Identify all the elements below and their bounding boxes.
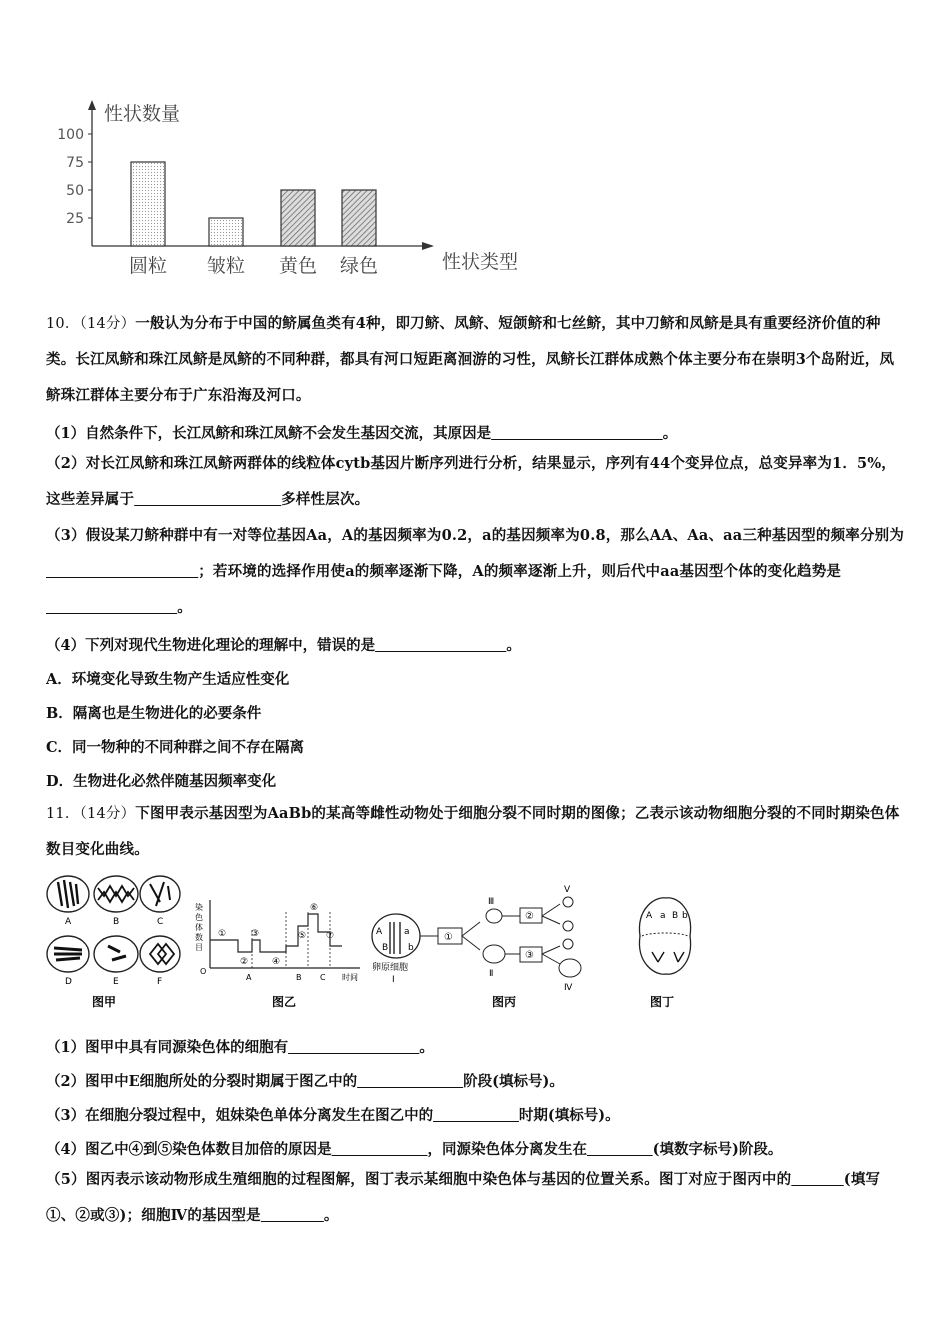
- q11-part3-text: （3）在细胞分裂过程中，姐妹染色单体分离发生在图乙中的: [46, 1107, 434, 1124]
- q10-part2: [46, 446, 908, 518]
- ding-gene-b-upper: B: [672, 911, 679, 921]
- answer-blank[interactable]: [46, 599, 177, 616]
- figure-ding-caption: 图丁: [650, 995, 675, 1009]
- x-tick-label-2: 皱粒: [206, 255, 246, 277]
- q11-part3-end: 时期(填标号)。: [518, 1107, 620, 1124]
- bing-gene-b-lower: b: [408, 943, 414, 953]
- option-c: C．同一物种的不同种群之间不存在隔离: [46, 739, 305, 756]
- q10-part3: [46, 518, 908, 626]
- bing-roman-2: Ⅱ: [489, 969, 494, 979]
- x-axis-label: 性状类型: [442, 251, 519, 273]
- cell-d: [47, 936, 89, 972]
- yi-stage-2: ②: [240, 957, 249, 967]
- bing-gene-a-upper: A: [376, 927, 383, 937]
- answer-blank[interactable]: [261, 1207, 324, 1224]
- x-tick-label-4: 绿色: [339, 255, 379, 277]
- y-tick-label: 100: [57, 127, 84, 143]
- yi-stage-5: ⑤: [298, 931, 307, 941]
- yi-stage-1: ①: [218, 929, 227, 939]
- cell-f: [140, 936, 180, 972]
- cell-label-a: A: [65, 917, 72, 927]
- q11-score: （14分）: [79, 806, 136, 822]
- bing-roman-4: Ⅳ: [564, 983, 573, 993]
- yi-xtick-b: B: [296, 973, 302, 982]
- q11-part3: [46, 1104, 916, 1125]
- q11-part4-text: （4）图乙中④到⑤染色体数目加倍的原因是: [46, 1141, 332, 1158]
- bar-1: [131, 162, 165, 246]
- cell-a: [47, 876, 89, 912]
- option-d: D．生物进化必然伴随基因频率变化: [46, 773, 277, 790]
- q10-part1-text: （1）自然条件下，长江凤鲚和珠江凤鲚不会发生基因交流，其原因是: [46, 425, 492, 442]
- q10-part3-text: （3）假设某刀鲚种群中有一对等位基因Aa，A的基因频率为0.2，a的基因频率为0.8，那么AA、Aa、aa三种基因型的频率分别为: [46, 527, 905, 544]
- option-b: B．隔离也是生物进化的必要条件: [46, 705, 262, 722]
- figure-jia-caption: 图甲: [92, 995, 117, 1009]
- yi-ylabel-2: 色: [195, 913, 203, 922]
- ding-gene-a-upper: A: [646, 911, 653, 921]
- cell-label-b: B: [113, 917, 120, 927]
- option-a: A．环境变化导致生物产生适应性变化: [46, 671, 290, 688]
- q10-number: 10．: [46, 316, 80, 332]
- q11-part1-end: 。: [419, 1039, 434, 1056]
- bars: [131, 162, 376, 246]
- q11-part5-text: （5）图丙表示该动物形成生殖细胞的过程图解，图丁表示某细胞中染色体与基因的位置关系。图丁对应于图丙中的: [46, 1171, 792, 1188]
- q11-part5-end: 。: [323, 1207, 339, 1224]
- yi-xtick-c: C: [320, 973, 326, 982]
- q11-part4-end: (填数字标号)阶段。: [652, 1141, 783, 1158]
- cell-label-c: C: [157, 917, 164, 927]
- bing-step-2: ②: [525, 911, 534, 922]
- yi-ylabel-4: 数: [195, 933, 203, 942]
- bar-3: [281, 190, 315, 246]
- q11-intro: [46, 796, 908, 868]
- q11-part5: [46, 1162, 908, 1234]
- q11-part4-text2: ，同源染色体分离发生在: [427, 1141, 588, 1158]
- bing-gene-a-lower: a: [404, 927, 410, 937]
- yi-ylabel-1: 染: [195, 903, 203, 912]
- dividing-cell: [639, 898, 690, 974]
- y-tick-label: 25: [66, 211, 84, 227]
- cell-division-figures: [46, 872, 706, 1012]
- answer-blank[interactable]: [375, 637, 506, 654]
- yi-stage-6: ⑥: [310, 903, 319, 913]
- cell-label-d: D: [65, 977, 72, 987]
- x-tick-labels: [129, 255, 378, 277]
- oogonium-label: 卵原细胞: [372, 963, 409, 973]
- cell-b: [94, 876, 138, 912]
- yi-stage-4: ④: [272, 957, 281, 967]
- bing-gene-b-upper: B: [382, 943, 389, 953]
- q11-part1: [46, 1036, 916, 1057]
- x-tick-label-3: 黄色: [278, 255, 318, 277]
- answer-blank[interactable]: [332, 1141, 428, 1158]
- q10-part3-end: 。: [177, 599, 192, 616]
- bing-roman-1: Ⅰ: [392, 975, 395, 985]
- q10-intro: [46, 306, 908, 414]
- y-tick-label: 50: [66, 183, 84, 199]
- answer-blank[interactable]: [288, 1039, 419, 1056]
- answer-blank[interactable]: [134, 491, 281, 508]
- yi-stage-3: ③: [251, 929, 260, 939]
- answer-blank[interactable]: [587, 1141, 653, 1158]
- figure-bing: [372, 885, 581, 1009]
- yi-ylabel-5: 目: [195, 943, 203, 952]
- y-axis: [88, 100, 96, 246]
- q11-part5-text2: (填写①、②或③)；细胞Ⅳ的基因型是: [46, 1171, 881, 1224]
- chromosome-curve: [210, 914, 342, 952]
- bar-4: [342, 190, 376, 246]
- q11-part4: [46, 1138, 916, 1159]
- figure-bing-caption: 图丙: [492, 995, 517, 1009]
- figure-jia: [47, 876, 180, 1009]
- answer-blank[interactable]: [357, 1073, 463, 1090]
- answer-blank[interactable]: [791, 1171, 843, 1188]
- y-axis-label: 性状数量: [104, 103, 181, 125]
- q10-part3-text2: ；若环境的选择作用使a的频率逐渐下降，A的频率逐渐上升，则后代中aa基因型个体的变化趋势是: [198, 563, 842, 580]
- figure-yi: [195, 900, 360, 1009]
- cell-label-f: F: [157, 977, 163, 987]
- q11-part2-text: （2）图甲中E细胞所处的分裂时期属于图乙中的: [46, 1073, 358, 1090]
- answer-blank[interactable]: [433, 1107, 519, 1124]
- yi-ylabel-3: 体: [195, 923, 203, 932]
- q10-score: （14分）: [79, 316, 136, 332]
- x-tick-label-1: 圆粒: [128, 255, 168, 277]
- y-ticks: [57, 127, 92, 227]
- bar-2: [209, 218, 243, 246]
- yi-stage-7: ⑦: [326, 931, 335, 941]
- bing-step-1: ①: [444, 932, 453, 943]
- q11-number: 11．: [46, 806, 80, 822]
- yi-origin: O: [200, 967, 207, 976]
- bing-roman-3: Ⅲ: [488, 897, 495, 907]
- answer-blank[interactable]: [491, 425, 663, 442]
- figure-yi-caption: 图乙: [272, 995, 297, 1009]
- q10-part4: [46, 634, 916, 655]
- yi-xtick-a: A: [246, 973, 252, 982]
- figure-ding: [639, 898, 690, 1009]
- cell-c: [140, 876, 180, 912]
- ding-gene-a-lower: a: [660, 911, 666, 921]
- q11-part2: [46, 1070, 916, 1091]
- answer-blank[interactable]: [46, 563, 198, 580]
- q10-part2-text: （2）对长江凤鲚和珠江凤鲚两群体的线粒体cytb基因片断序列进行分析，结果显示，序列有44个变异位点，总变异率为1．5%，这些差异属于: [46, 455, 897, 508]
- q10-part1-end: 。: [662, 425, 678, 442]
- q10-part2-end: 多样性层次。: [281, 491, 370, 508]
- q11-part2-end: 阶段(填标号)。: [463, 1073, 564, 1090]
- y-tick-label: 75: [66, 155, 84, 171]
- yi-xlabel: 时间: [342, 973, 358, 982]
- bing-roman-5: Ⅴ: [564, 885, 571, 895]
- q10-part4-end: 。: [506, 637, 521, 654]
- bing-step-3: ③: [525, 950, 534, 961]
- q10-part4-text: （4）下列对现代生物进化理论的理解中，错误的是: [46, 637, 376, 654]
- ding-gene-b-lower: b: [682, 911, 688, 921]
- trait-bar-chart: [48, 96, 548, 286]
- q11-part1-text: （1）图甲中具有同源染色体的细胞有: [46, 1039, 289, 1056]
- q10-intro-text: 一般认为分布于中国的鲚属鱼类有4种，即刀鲚、凤鲚、短颌鲚和七丝鲚，其中刀鲚和凤鲚是具有重要经济价值的种类。长江凤鲚和珠江凤鲚是凤鲚的不同种群，都具有河口短距离洄游的习性，凤鲚长江群体成熟个体主要分布在崇明3个岛附近，凤鲚珠江群体主要分布于广东沿海及河口。: [46, 315, 895, 404]
- cell-e: [94, 936, 138, 972]
- cell-label-e: E: [113, 977, 119, 987]
- q10-part1: [46, 422, 916, 443]
- q11-intro-text: 下图甲表示基因型为AaBb的某高等雌性动物处于细胞分裂不同时期的图像；乙表示该动物细胞分裂的不同时期染色体数目变化曲线。: [46, 805, 900, 858]
